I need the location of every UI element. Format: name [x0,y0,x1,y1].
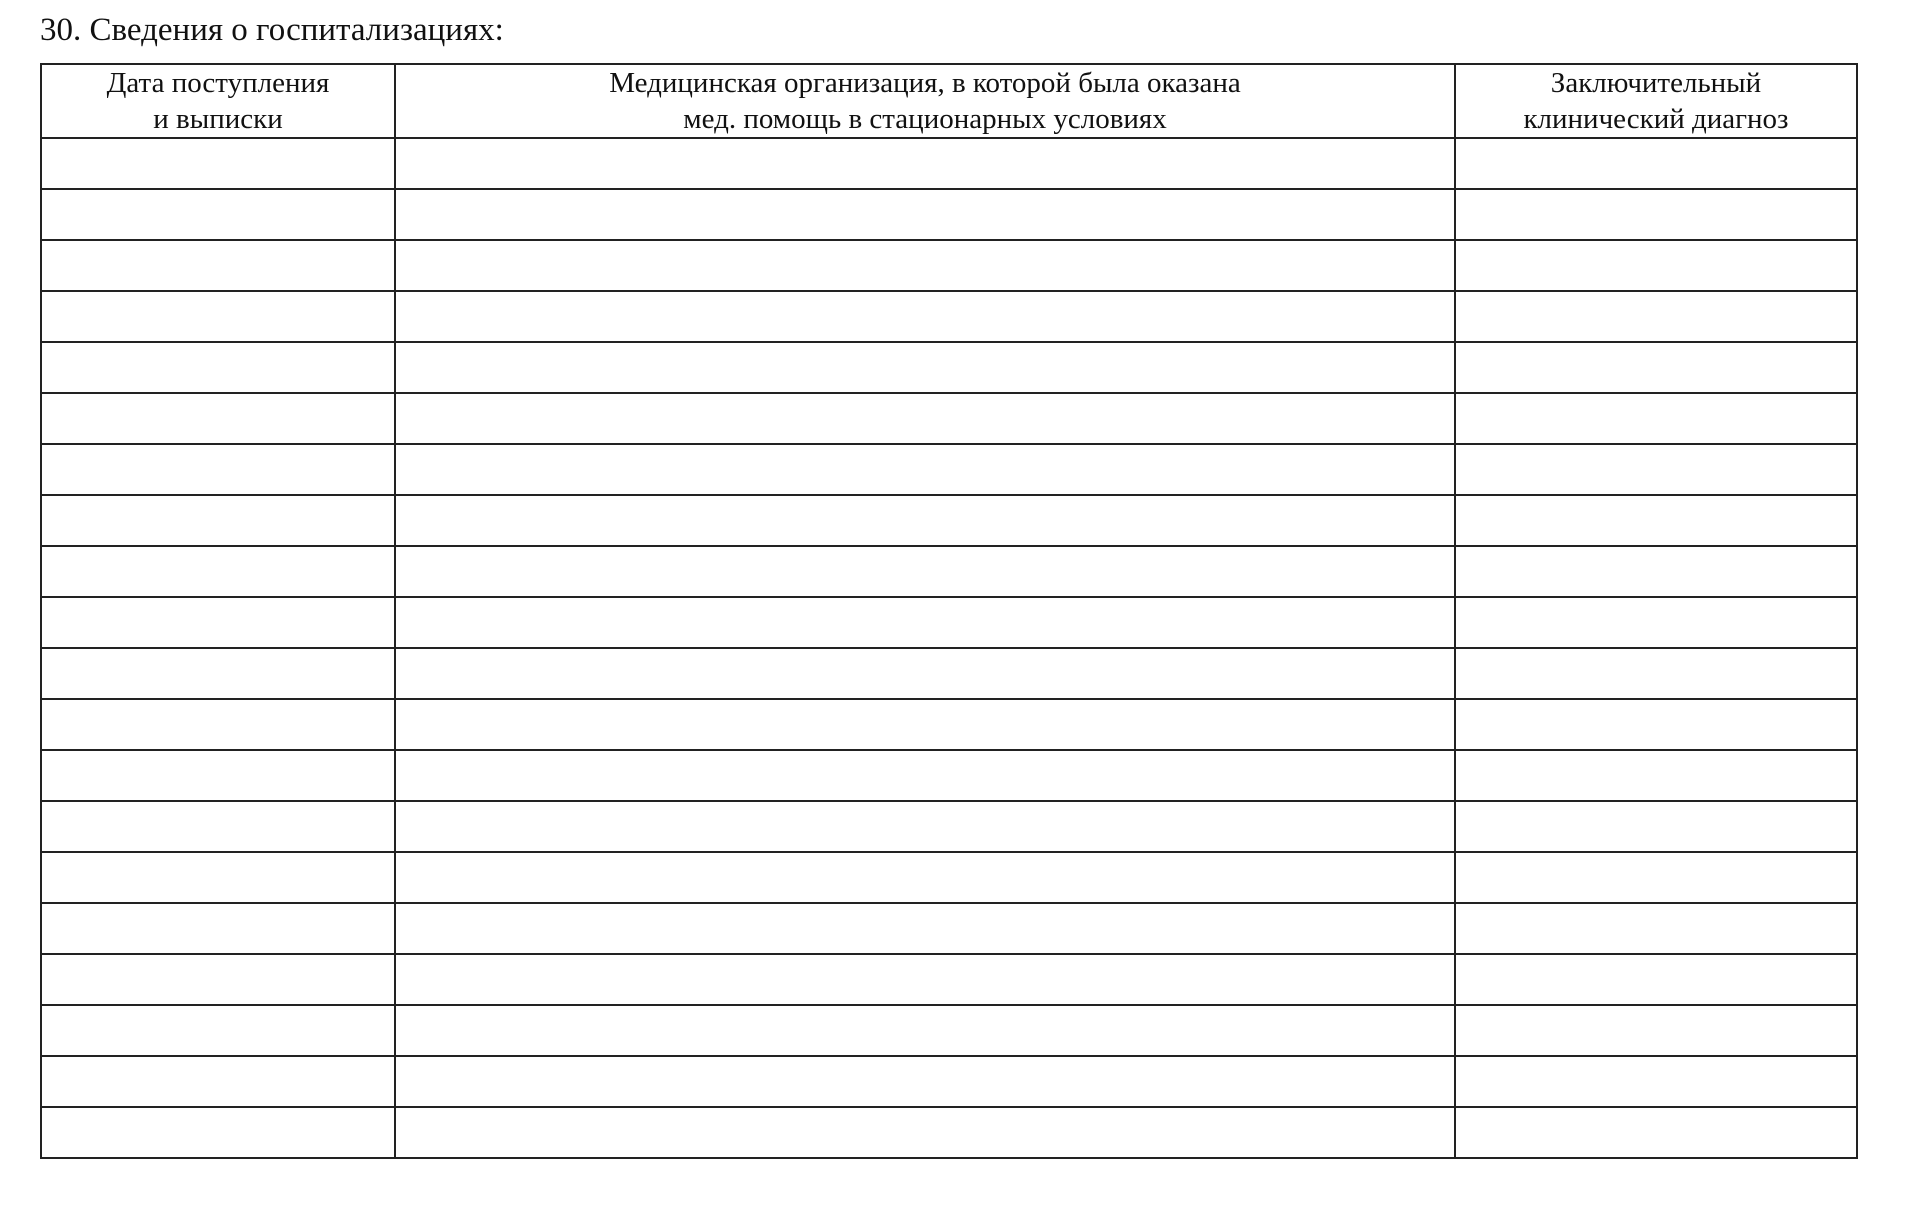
cell-dates[interactable] [41,1056,395,1107]
cell-diagnosis[interactable] [1455,291,1857,342]
cell-organization[interactable] [395,495,1455,546]
cell-diagnosis[interactable] [1455,699,1857,750]
cell-dates[interactable] [41,1107,395,1158]
table-row [41,597,1857,648]
cell-diagnosis[interactable] [1455,1107,1857,1158]
cell-organization[interactable] [395,597,1455,648]
cell-organization[interactable] [395,342,1455,393]
header-dates [41,64,395,138]
cell-dates[interactable] [41,954,395,1005]
cell-organization[interactable] [395,954,1455,1005]
table-row [41,291,1857,342]
section-title: 30. Сведения о госпитализациях: [40,12,504,48]
cell-diagnosis[interactable] [1455,342,1857,393]
cell-diagnosis[interactable] [1455,597,1857,648]
cell-dates[interactable] [41,138,395,189]
cell-diagnosis[interactable] [1455,852,1857,903]
cell-diagnosis[interactable] [1455,801,1857,852]
table-row [41,240,1857,291]
table-row [41,852,1857,903]
table-row [41,648,1857,699]
cell-dates[interactable] [41,597,395,648]
table-row [41,444,1857,495]
table-row [41,1107,1857,1158]
table-row [41,393,1857,444]
cell-dates[interactable] [41,699,395,750]
cell-dates[interactable] [41,801,395,852]
header-line: Медицинская организация, в которой была оказана [609,67,1241,99]
header-line: Заключительный [1550,67,1762,99]
cell-diagnosis[interactable] [1455,546,1857,597]
cell-organization[interactable] [395,852,1455,903]
cell-dates[interactable] [41,240,395,291]
cell-diagnosis[interactable] [1455,444,1857,495]
cell-diagnosis[interactable] [1455,1005,1857,1056]
cell-diagnosis[interactable] [1455,393,1857,444]
table-row [41,699,1857,750]
header-diagnosis [1455,64,1857,138]
cell-dates[interactable] [41,750,395,801]
table-row [41,189,1857,240]
cell-organization[interactable] [395,546,1455,597]
header-line: Дата поступления [106,67,330,99]
cell-dates[interactable] [41,546,395,597]
cell-dates[interactable] [41,393,395,444]
header-line: мед. помощь в стационарных условиях [683,103,1167,135]
cell-diagnosis[interactable] [1455,189,1857,240]
cell-organization[interactable] [395,1056,1455,1107]
table-row [41,495,1857,546]
cell-organization[interactable] [395,801,1455,852]
hospitalization-table [40,63,1858,1159]
table-row [41,342,1857,393]
cell-dates[interactable] [41,903,395,954]
table-row [41,801,1857,852]
cell-organization[interactable] [395,750,1455,801]
cell-diagnosis[interactable] [1455,138,1857,189]
table-row [41,138,1857,189]
cell-diagnosis[interactable] [1455,954,1857,1005]
cell-diagnosis[interactable] [1455,240,1857,291]
cell-dates[interactable] [41,444,395,495]
cell-dates[interactable] [41,495,395,546]
cell-organization[interactable] [395,393,1455,444]
table-body [41,138,1857,1158]
cell-organization[interactable] [395,648,1455,699]
cell-dates[interactable] [41,1005,395,1056]
cell-organization[interactable] [395,699,1455,750]
cell-diagnosis[interactable] [1455,750,1857,801]
cell-dates[interactable] [41,291,395,342]
cell-organization[interactable] [395,1005,1455,1056]
cell-diagnosis[interactable] [1455,495,1857,546]
cell-dates[interactable] [41,852,395,903]
table-row [41,1005,1857,1056]
cell-dates[interactable] [41,648,395,699]
header-line: и выписки [153,103,283,135]
cell-organization[interactable] [395,903,1455,954]
cell-diagnosis[interactable] [1455,903,1857,954]
header-organization [395,64,1455,138]
cell-dates[interactable] [41,189,395,240]
table-header-row [41,64,1857,138]
table-row [41,750,1857,801]
cell-diagnosis[interactable] [1455,648,1857,699]
header-line: клинический диагноз [1523,103,1789,135]
cell-diagnosis[interactable] [1455,1056,1857,1107]
cell-organization[interactable] [395,1107,1455,1158]
table-row [41,903,1857,954]
cell-organization[interactable] [395,291,1455,342]
cell-organization[interactable] [395,444,1455,495]
cell-dates[interactable] [41,342,395,393]
table-row [41,546,1857,597]
table-row [41,1056,1857,1107]
table-row [41,954,1857,1005]
cell-organization[interactable] [395,240,1455,291]
cell-organization[interactable] [395,189,1455,240]
cell-organization[interactable] [395,138,1455,189]
